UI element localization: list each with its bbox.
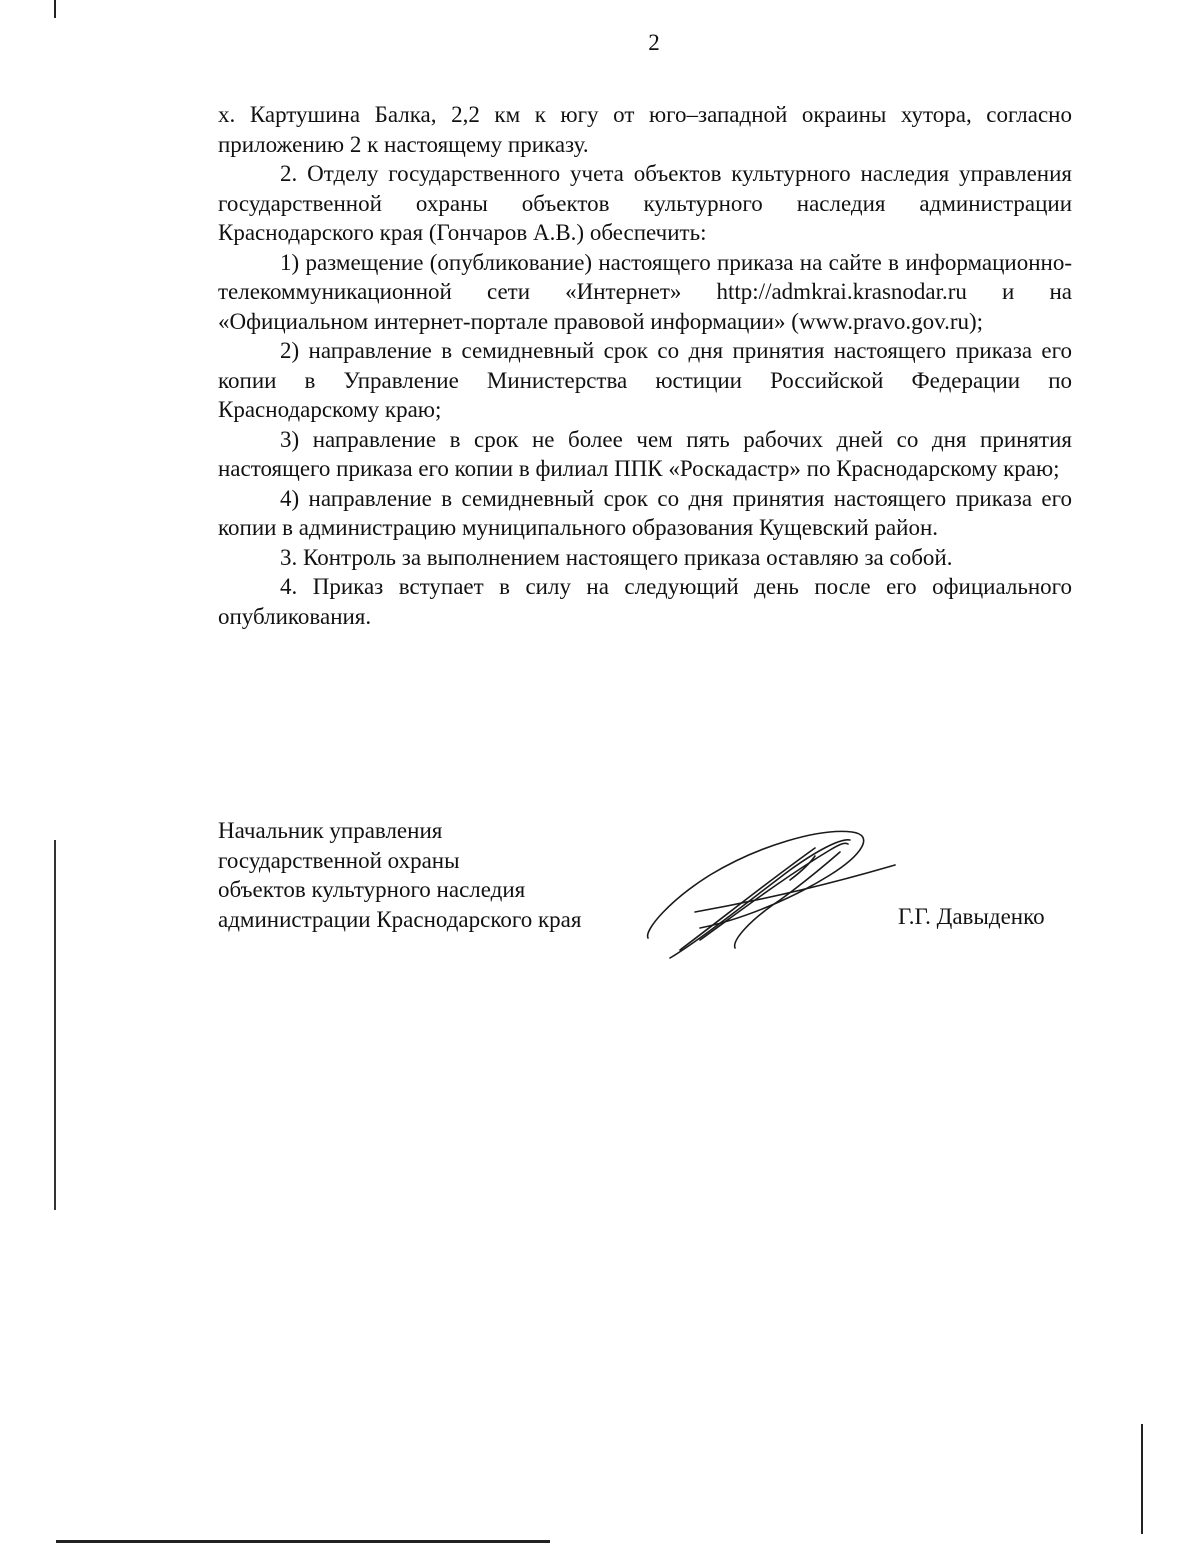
signatory-position-line: Начальник управления: [218, 818, 443, 843]
scan-artifact-line: [1141, 1424, 1143, 1534]
paragraph-subitem-2: 2) направление в семидневный срок со дня принятия настоящего приказа его копии в Управление Министерства юстиции Российской Федерации по Краснодарскому краю;: [218, 338, 1072, 422]
paragraph-subitem-1: 1) размещение (опубликование) настоящего приказа на сайте в информационно-телекоммуникационной сети «Интернет» http://admkrai.krasnodar.ru и на «Официальном интернет-портале правовой информации» (www.pravo.gov.ru);: [218, 249, 1072, 334]
paragraph-subitem-3: 3) направление в срок не более чем пять рабочих дней со дня принятия настоящего приказа его копии в филиал ППК «Роскадастр» по Краснодарскому краю;: [218, 426, 1072, 481]
paragraph-item-4: 4. Приказ вступает в силу на следующий день после его официального опубликования.: [218, 574, 1072, 629]
paragraph-continuation: х. Картушина Балка, 2,2 км к югу от юго–западной окраины хутора, согласно приложению 2 к настоящему приказу.: [218, 102, 1072, 157]
signatory-position-line: администрации Краснодарского края: [218, 906, 582, 932]
paragraph-item-2: 2. Отделу государственного учета объектов культурного наследия управления государственной охраны объектов культурного наследия администрации Краснодарского края (Гончаров А.В.) обеспечить:: [218, 161, 1072, 245]
signatory-position-line: объектов культурного наследия: [218, 877, 526, 902]
scan-artifact-line: [54, 0, 56, 18]
paragraph-subitem-4: 4) направление в семидневный срок со дня принятия настоящего приказа его копии в администрацию муниципального образования Кущевский район.: [218, 485, 1072, 540]
signatory-name: Г.Г. Давыденко: [898, 904, 1045, 929]
scan-artifact-line: [56, 1540, 550, 1543]
document-body: [218, 100, 1072, 631]
signatory-position: [218, 816, 638, 934]
page-number: 2: [648, 30, 660, 55]
paragraph-item-3: 3. Контроль за выполнением настоящего приказа оставляю за собой.: [280, 544, 953, 570]
signatory-position-line: государственной охраны: [218, 847, 460, 873]
handwritten-signature: [640, 820, 910, 970]
scan-artifact-line: [54, 840, 56, 1210]
